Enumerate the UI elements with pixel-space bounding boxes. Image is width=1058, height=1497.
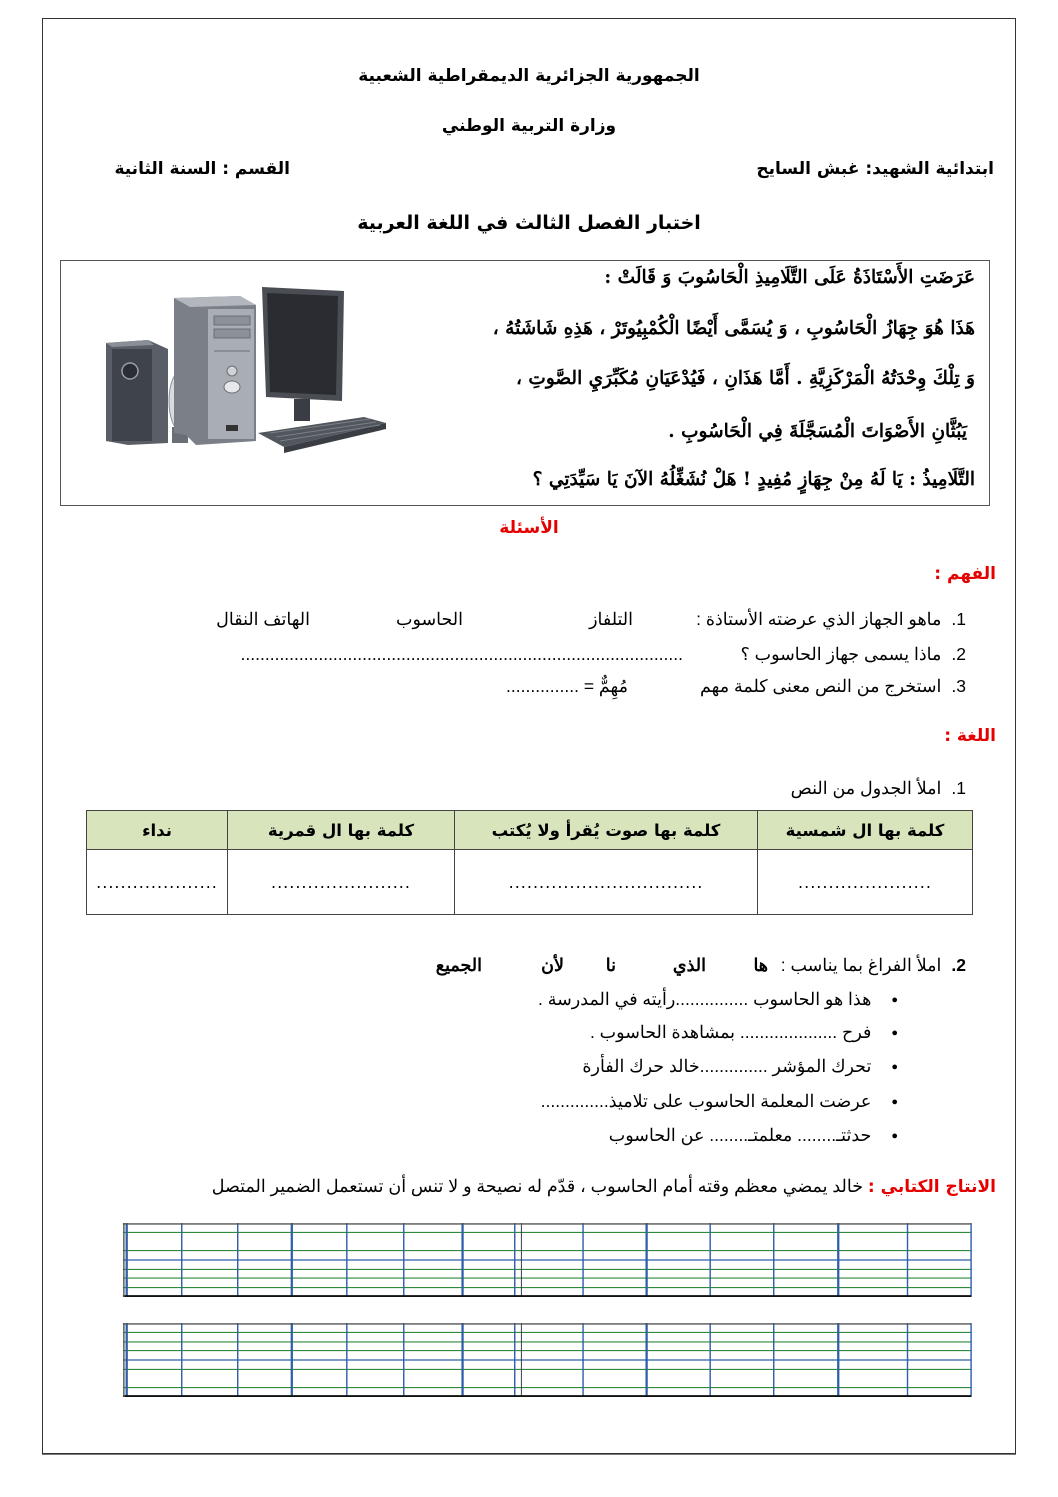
language-question-2: [781, 955, 966, 976]
bullet-icon: ●: [891, 1096, 898, 1109]
tower-case-icon: [174, 296, 256, 445]
question-3: [700, 676, 966, 697]
answer-blank[interactable]: مُهِمٌّ = ...............: [506, 676, 628, 696]
option-mobile-phone[interactable]: الهاتف النقال: [216, 609, 310, 629]
table-cell-blank[interactable]: .......................: [228, 850, 455, 915]
keyboard-icon: [258, 417, 386, 453]
writing-task: [212, 1176, 996, 1197]
choice-word: نا: [605, 955, 616, 975]
bullet-icon: ●: [891, 994, 898, 1007]
fill-sentence: [538, 989, 898, 1010]
table-header: نداء: [87, 811, 228, 850]
question-text: ماهو الجهاز الذي عرضته الأستاذة :: [696, 609, 942, 629]
handwriting-grid[interactable]: [100, 1223, 994, 1297]
question-number: 2.: [951, 644, 966, 664]
choice-word: ها: [753, 955, 768, 975]
fill-sentence: [541, 1091, 898, 1112]
table-header: كلمة بها ال شمسية: [758, 811, 973, 850]
choice-word: الجميع: [435, 955, 482, 975]
option-computer[interactable]: الحاسوب: [395, 609, 463, 629]
bullet-icon: ●: [891, 1061, 898, 1074]
question-text: املأ الفراغ بما يناسب :: [780, 955, 942, 975]
passage-line: يَبُثَّانِ الأَصْوَاتَ الْمُسَجَّلَةَ فِي الْحَاسُوبِ .: [668, 421, 967, 442]
passage-line: عَرَضَتِ الأَسْتَاذَةُ عَلَى التَّلَامِيذِ الْحَاسُوبَ وَ قَالَتْ :: [604, 267, 975, 288]
language-heading: اللغة :: [944, 726, 996, 746]
question-2: [740, 644, 966, 665]
table-header: كلمة بها صوت يُقرأ ولا يُكتب: [455, 811, 758, 850]
fill-sentence: [590, 1022, 898, 1043]
option-tv[interactable]: التلفاز: [589, 609, 633, 629]
choice-word: الذي: [672, 955, 706, 975]
language-question-1: [791, 778, 966, 799]
question-text: ماذا يسمى جهاز الحاسوب ؟: [740, 644, 942, 664]
handwriting-grid[interactable]: [100, 1323, 994, 1397]
fill-sentence: [582, 1056, 898, 1077]
class-name: القسم : السنة الثانية: [114, 159, 290, 179]
question-number: 3.: [951, 676, 966, 696]
table-cell-blank[interactable]: ....................: [87, 850, 228, 915]
sentence-text[interactable]: عرضت المعلمة الحاسوب على تلاميذ..............: [540, 1091, 872, 1111]
computer-image: [98, 283, 393, 453]
subwoofer-icon: [106, 340, 168, 445]
question-1: [696, 609, 966, 630]
writing-heading: الانتاج الكتابي :: [867, 1177, 996, 1197]
passage-line: وَ تِلْكَ وِحْدَتُهُ الْمَرْكَزِيَّةِ . أَمَّا هَذَانِ ، فَيُدْعَيَانِ مُكَبِّرَيِ الصَّوتِ ،: [516, 368, 975, 389]
question-number: 1.: [951, 778, 966, 798]
question-text: املأ الجدول من النص: [790, 778, 942, 798]
table-row: [87, 850, 973, 915]
question-text: استخرج من النص معنى كلمة مهم: [700, 676, 942, 696]
sentence-text[interactable]: هذا هو الحاسوب ...............رأيته في المدرسة .: [538, 989, 872, 1009]
answer-blank[interactable]: ...........................................................................................: [240, 644, 683, 664]
country-title: الجمهورية الجزائرية الديمقراطية الشعبية: [358, 66, 700, 86]
table-cell-blank[interactable]: ................................: [455, 850, 758, 915]
table-cell-blank[interactable]: ......................: [758, 850, 973, 915]
questions-heading: الأسئلة: [499, 518, 559, 538]
school-name: ابتدائية الشهيد: غبش السايح: [756, 159, 994, 179]
table-header: كلمة بها ال قمرية: [228, 811, 455, 850]
ministry-title: وزارة التربية الوطني: [441, 116, 617, 136]
writing-prompt: خالد يمضي معظم وقته أمام الحاسوب ، قدّم له نصيحة و لا تنس أن تستعمل الضمير المتصل: [211, 1176, 864, 1196]
sentence-text[interactable]: فرح .................... بمشاهدة الحاسوب .: [589, 1022, 872, 1042]
question-number: 1.: [951, 609, 966, 629]
sentence-text[interactable]: حدثتـ........ معلمتـ........ عن الحاسوب: [608, 1125, 872, 1145]
monitor-icon: [262, 287, 344, 421]
comprehension-heading: الفهم :: [934, 564, 996, 584]
fill-table: [86, 810, 973, 915]
exam-title: اختبار الفصل الثالث في اللغة العربية: [357, 212, 701, 234]
fill-sentence: [609, 1125, 898, 1146]
passage-line: هَذَا هُوَ جِهَازُ الْحَاسُوبِ ، وَ يُسَمَّى أَيْضًا الْكُمْبِيُوتَرْ ، هَذِهِ شَاشَتُهُ ،: [492, 318, 975, 339]
question-number: 2.: [951, 955, 966, 975]
sentence-text[interactable]: تحرك المؤشر ..............خالد حرك الفأرة: [582, 1056, 872, 1076]
passage-line: التَّلَامِيذُ : يَا لَهُ مِنْ جِهَازٍ مُفِيدٍ ! هَلْ نُشَغِّلُهُ الآنَ يَا سَيِّدَتِي ؟: [532, 469, 975, 490]
bullet-icon: ●: [891, 1027, 898, 1040]
choice-word: لأن: [541, 955, 564, 975]
bullet-icon: ●: [891, 1130, 898, 1143]
table-header-row: [87, 811, 973, 850]
